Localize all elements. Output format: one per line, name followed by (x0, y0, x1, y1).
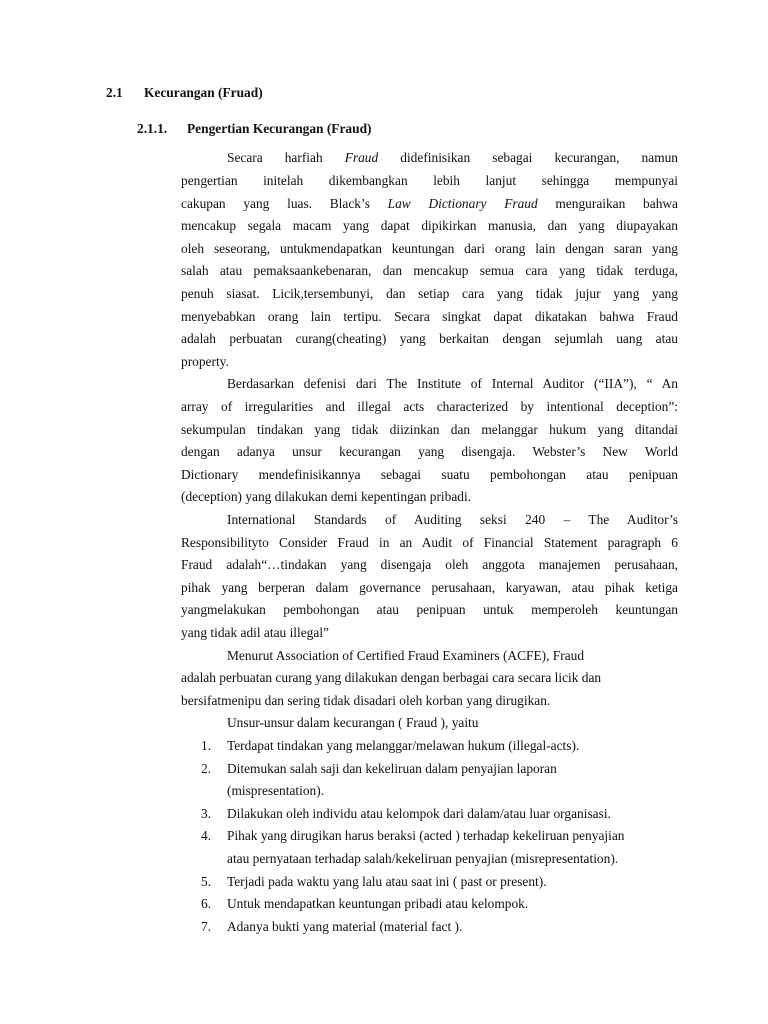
body-line: Dictionary mendefinisikannya sebagai suatu pembohongan atau penipuan (181, 467, 678, 482)
subsection-number: 2.1.1. (137, 121, 168, 136)
list-text: Adanya bukti yang material (material fact ). (227, 919, 463, 934)
list-text: Untuk mendapatkan keuntungan pribadi atau kelompok. (227, 896, 529, 911)
list-text: Terjadi pada waktu yang lalu atau saat ini ( past or present). (227, 874, 547, 889)
list-number: 3. (201, 806, 212, 821)
body-line: Berdasarkan defenisi dari The Institute of Internal Auditor (“IIA”), “ An (227, 376, 678, 391)
body-line: Unsur-unsur dalam kecurangan ( Fraud ), yaitu (227, 715, 479, 730)
body-line: penuh siasat. Licik,tersembunyi, dan setiap cara yang tidak jujur yang yang (181, 286, 678, 301)
subsection-title: Pengertian Kecurangan (Fraud) (187, 121, 372, 136)
body-line: Fraud adalah“…tindakan yang disengaja oleh anggota manajemen perusahaan, (181, 557, 678, 572)
body-line: International Standards of Auditing seksi 240 – The Auditor’s (227, 512, 678, 527)
body-line: salah atau pemaksaankebenaran, dan mencakup semua cara yang tidak terduga, (181, 263, 678, 278)
body-line: Responsibilityto Consider Fraud in an Audit of Financial Statement paragraph 6 (181, 535, 678, 550)
body-line: pihak yang berperan dalam governance perusahaan, karyawan, atau pihak ketiga (181, 580, 678, 595)
section-heading (106, 85, 306, 103)
body-line: array of irregularities and illegal acts characterized by intentional deception”: (181, 399, 678, 414)
section-number: 2.1 (106, 85, 123, 100)
list-number: 6. (201, 896, 212, 911)
list-number: 2. (201, 761, 212, 776)
body-line: cakupan yang luas. Black’s Law Dictionary Fraud menguraikan bahwa (181, 196, 678, 211)
subsection-heading (137, 121, 437, 139)
list-number: 5. (201, 874, 212, 889)
body-line: yang tidak adil atau illegal” (181, 625, 329, 640)
list-number: 7. (201, 919, 212, 934)
list-number: 1. (201, 738, 212, 753)
body-line: property. (181, 354, 229, 369)
section-title: Kecurangan (Fruad) (144, 85, 263, 100)
body-line: oleh seseorang, untukmendapatkan keuntungan dari orang lain dengan saran yang (181, 241, 678, 256)
body-line: (deception) yang dilakukan demi kepentingan pribadi. (181, 489, 472, 504)
list-number: 4. (201, 828, 212, 843)
list-text: Ditemukan salah saji dan kekeliruan dalam penyajian laporan (227, 761, 557, 776)
body-line: Secara harfiah Fraud didefinisikan sebagai kecurangan, namun (227, 150, 678, 165)
body-line: dengan adanya unsur kecurangan yang disengaja. Webster’s New World (181, 444, 678, 459)
list-text: Terdapat tindakan yang melanggar/melawan hukum (illegal-acts). (227, 738, 580, 753)
body-line: pengertian initelah dikembangkan lebih lanjut sehingga mempunyai (181, 173, 678, 188)
body-line: menyebabkan orang lain tertipu. Secara singkat dapat dikatakan bahwa Fraud (181, 309, 678, 324)
body-line: bersifatmenipu dan sering tidak disadari oleh korban yang dirugikan. (181, 693, 551, 708)
list-text-continued: atau pernyataan terhadap salah/kekeliruan penyajian (misrepresentation). (227, 851, 619, 866)
list-text-continued: (mispresentation). (227, 783, 325, 798)
body-line: adalah perbuatan curang yang dilakukan dengan berbagai cara secara licik dan (181, 670, 602, 685)
list-text: Dilakukan oleh individu atau kelompok dari dalam/atau luar organisasi. (227, 806, 611, 821)
body-line: yangmelakukan pembohongan atau penipuan untuk memperoleh keuntungan (181, 602, 678, 617)
body-line: mencakup segala macam yang dapat dipikirkan manusia, dan yang diupayakan (181, 218, 678, 233)
body-line: adalah perbuatan curang(cheating) yang berkaitan dengan sejumlah uang atau (181, 331, 678, 346)
list-text: Pihak yang dirugikan harus beraksi (acted ) terhadap kekeliruan penyajian (227, 828, 625, 843)
body-line: sekumpulan tindakan yang tidak diizinkan dan melanggar hukum yang ditandai (181, 422, 678, 437)
body-line: Menurut Association of Certified Fraud Examiners (ACFE), Fraud (227, 648, 585, 663)
